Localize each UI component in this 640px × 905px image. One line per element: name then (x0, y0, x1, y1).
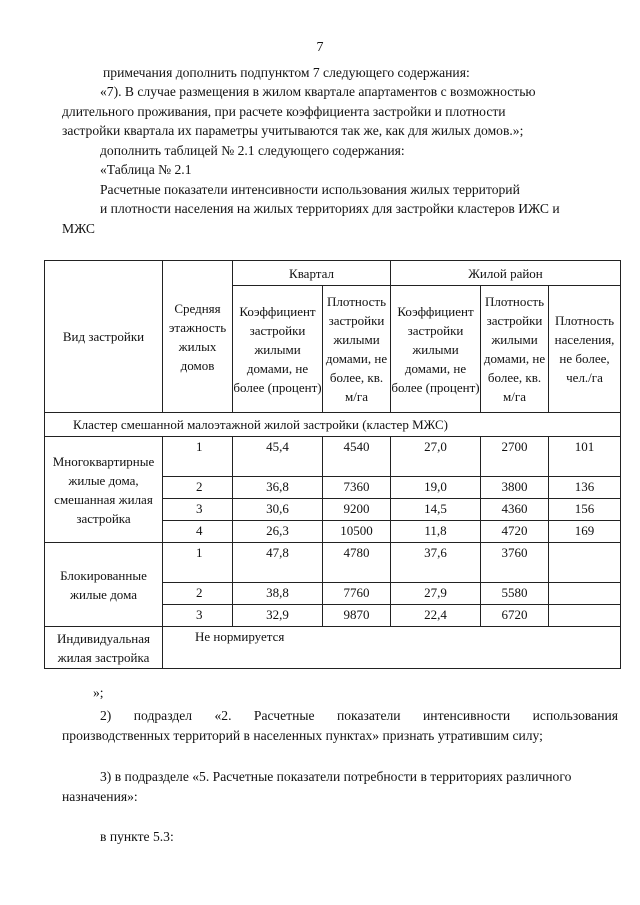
paragraph-item7-line2: длительного проживания, при расчете коэффициента застройки и плотности (62, 104, 506, 119)
group-apartment-label: Многоквартирные жилые дома, смешанная жилая застройка (45, 437, 163, 543)
header-kvartal: Квартал (233, 261, 391, 286)
cell-coef-district: 19,0 (391, 477, 481, 499)
page-number: 7 (316, 40, 324, 55)
cell-density-district: 3760 (481, 543, 549, 583)
cell-density-kvartal: 7360 (323, 477, 391, 499)
table-title-line2: и плотности населения на жилых территориях для застройки кластеров ИЖС и (100, 201, 560, 216)
cell-population (549, 583, 621, 605)
table-row (45, 437, 621, 477)
cell-coef-district: 14,5 (391, 499, 481, 521)
cell-population (549, 605, 621, 627)
cell-coef-district: 22,4 (391, 605, 481, 627)
cell-floors: 4 (163, 521, 233, 543)
group-individual-label: Индивидуальная жилая застройка (45, 627, 163, 669)
cell-floors: 3 (163, 605, 233, 627)
cell-density-district: 2700 (481, 437, 549, 477)
paragraph-add-table: дополнить таблицей № 2.1 следующего содержания: (100, 143, 405, 158)
cell-coef-district: 11,8 (391, 521, 481, 543)
cell-coef-kvartal: 32,9 (233, 605, 323, 627)
header-kind: Вид застройки (45, 261, 163, 413)
cell-density-kvartal: 4540 (323, 437, 391, 477)
header-floors: Средняя этажность жилых домов (163, 261, 233, 413)
table-caption-number: «Таблица № 2.1 (100, 162, 192, 177)
cell-density-kvartal: 9870 (323, 605, 391, 627)
cell-floors: 2 (163, 477, 233, 499)
paragraph-point-5-3: в пункте 5.3: (100, 829, 174, 844)
cell-population: 156 (549, 499, 621, 521)
cell-density-kvartal: 4780 (323, 543, 391, 583)
cell-floors: 1 (163, 543, 233, 583)
header-density-kvartal: Плотность застройки жилыми домами, не более, кв. м/га (323, 286, 391, 413)
paragraph-item3-line1: 3) в подразделе «5. Расчетные показатели потребности в территориях различного (100, 769, 572, 784)
cell-density-district: 3800 (481, 477, 549, 499)
cell-population (549, 543, 621, 583)
header-population-density: Плотность населения, не более, чел./га (549, 286, 621, 413)
table-row (45, 627, 621, 669)
cell-floors: 1 (163, 437, 233, 477)
cell-coef-kvartal: 38,8 (233, 583, 323, 605)
cell-coef-kvartal: 47,8 (233, 543, 323, 583)
paragraph-item3-line2: назначения»: (62, 789, 138, 804)
cluster-title: Кластер смешанной малоэтажной жилой застройки (кластер МЖС) (45, 413, 621, 437)
cell-coef-kvartal: 30,6 (233, 499, 323, 521)
cell-floors: 3 (163, 499, 233, 521)
cell-density-kvartal: 7760 (323, 583, 391, 605)
indicators-table (44, 260, 621, 669)
header-district: Жилой район (391, 261, 621, 286)
group-blocked-label: Блокированные жилые дома (45, 543, 163, 627)
cell-coef-district: 27,9 (391, 583, 481, 605)
cell-population: 169 (549, 521, 621, 543)
cell-population: 136 (549, 477, 621, 499)
cell-density-district: 4360 (481, 499, 549, 521)
table-title-line3: МЖС (62, 221, 95, 236)
cell-density-district: 6720 (481, 605, 549, 627)
cell-density-district: 4720 (481, 521, 549, 543)
cell-density-kvartal: 9200 (323, 499, 391, 521)
table-row (45, 543, 621, 583)
paragraph-item2-line2: производственных территорий в населенных пунктах» признать утратившим силу; (62, 728, 543, 743)
table-close-quote: »; (93, 685, 104, 700)
cell-density-district: 5580 (481, 583, 549, 605)
cell-coef-kvartal: 26,3 (233, 521, 323, 543)
header-density-district: Плотность застройки жилыми домами, не более, кв. м/га (481, 286, 549, 413)
paragraph-item7-line1: «7). В случае размещения в жилом квартале апартаментов с возможностью (100, 84, 536, 99)
table-title-line1: Расчетные показатели интенсивности использования жилых территорий (100, 182, 520, 197)
cell-density-kvartal: 10500 (323, 521, 391, 543)
cell-population: 101 (549, 437, 621, 477)
paragraph-item2-line1: 2) подраздел «2. Расчетные показатели интенсивности использования (100, 708, 618, 723)
cell-coef-district: 37,6 (391, 543, 481, 583)
paragraph-item7-line3: застройки квартала их параметры учитываются так же, как для жилых домов.»; (62, 123, 524, 138)
cell-floors: 2 (163, 583, 233, 605)
header-coef-district: Коэффициент застройки жилыми домами, не более (процент) (391, 286, 481, 413)
cell-coef-kvartal: 45,4 (233, 437, 323, 477)
not-regulated-note: Не нормируется (163, 627, 621, 669)
cell-coef-district: 27,0 (391, 437, 481, 477)
header-coef-kvartal: Коэффициент застройки жилыми домами, не более (процент) (233, 286, 323, 413)
paragraph-notes-intro: примечания дополнить подпунктом 7 следующего содержания: (103, 65, 470, 80)
cell-coef-kvartal: 36,8 (233, 477, 323, 499)
